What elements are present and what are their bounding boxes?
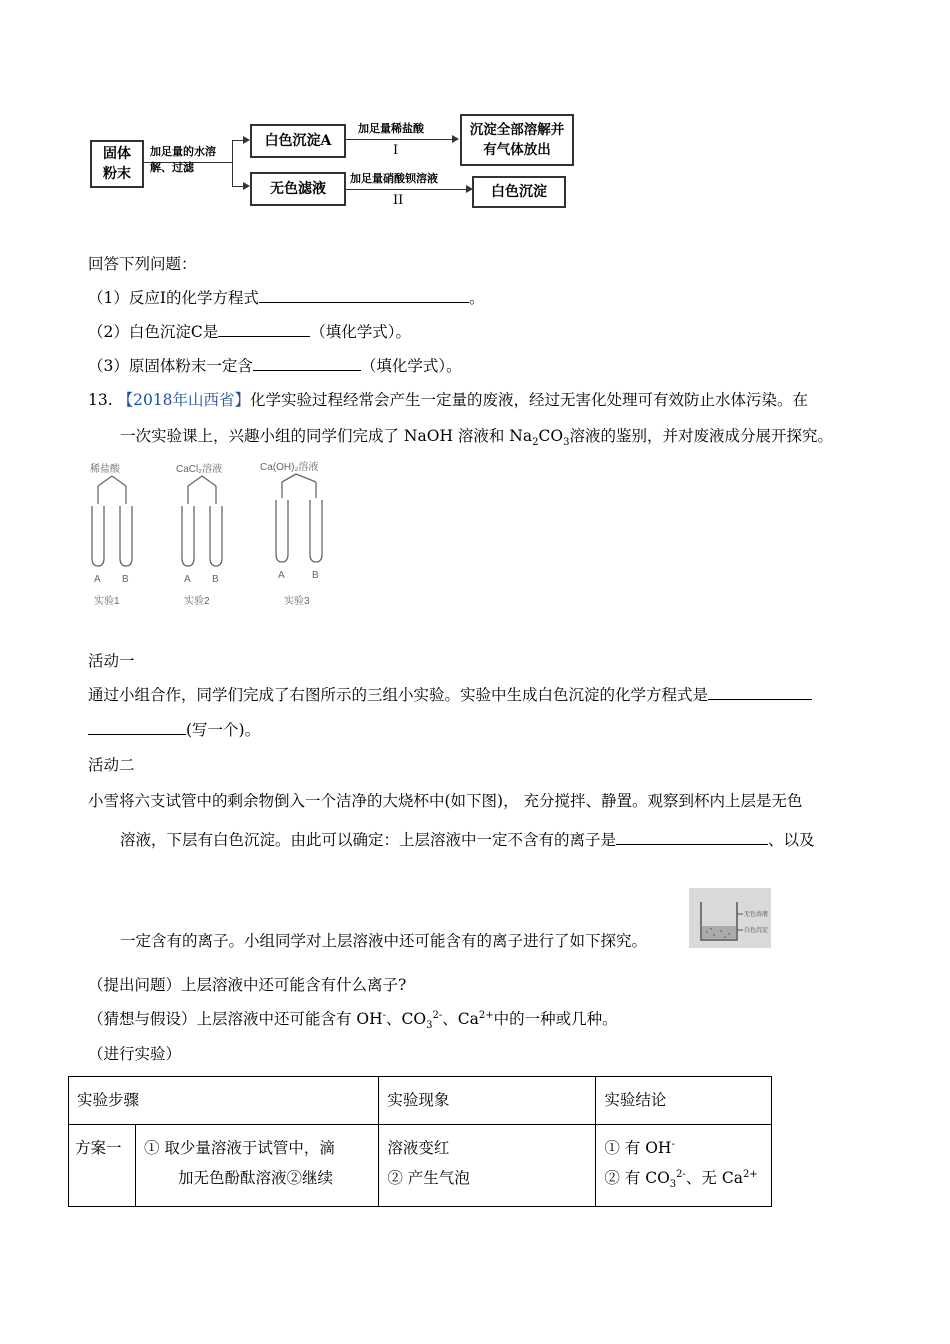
tube-label-a: A [184,574,191,585]
activity-1-line1 [88,683,812,706]
hypothesis-text-b: 、CO [386,1010,427,1028]
question-2-text: （2）白色沉淀C是 [88,323,219,341]
problem-source: 【2018年山西省】 [117,391,251,409]
tube-label-b: B [212,574,219,585]
flow-branch-vertical [232,140,233,186]
flow-line-II [344,189,468,190]
precipitate-a-box [250,124,346,158]
arrow-to-precipitate-a [243,136,250,144]
plan-cell: 方案一 [69,1125,136,1207]
tube-group-1 [92,474,322,566]
flowchart [88,112,578,212]
conclusion-2-text-a: ② 有 CO [604,1169,670,1187]
activity-2-line2 [120,828,815,851]
superscript-2plus: 2+ [742,1168,758,1180]
flow-line-I [344,139,454,140]
problem-number: 13. [88,391,113,409]
experiment-label-2: 实验2 [184,596,210,607]
result-II-label: 白色沉淀 [491,184,547,200]
roman-I: I [393,143,399,158]
table-header-row [69,1077,772,1125]
tube-label-a: A [94,574,101,585]
activity-1-title: 活动一 [88,652,135,670]
question-3-end: （填化学式）。 [360,357,462,375]
question-2 [88,320,411,343]
problem-13-line1 [88,389,808,411]
solid-powder-box [90,140,144,188]
question-3 [88,354,462,377]
subscript-3: 3 [563,437,570,449]
test-tube [276,500,288,562]
beaker-label-solution: 无色溶液 [744,911,769,918]
solid-powder-label: 固体粉末 [103,146,131,182]
reagent-label-3: Ca(OH)₂溶液 [260,462,319,473]
question-2-blank[interactable] [218,320,310,337]
phenomenon-2: ② 产生气泡 [387,1169,470,1187]
subscript-3: 3 [669,1179,677,1191]
beaker-icon [689,888,771,948]
superscript-2plus: 2+ [478,1009,494,1021]
tube-label-a: A [278,570,285,581]
subscript-3: 3 [426,1020,433,1032]
superscript-2minus: 2- [676,1168,686,1180]
problem-13-line2 [120,425,833,447]
step1-label: 加足量的水溶解、过滤 [150,145,216,174]
question-1-text: （1）反应I的化学方程式 [88,289,259,307]
hypothesis-text-d: 中的一种或几种。 [493,1010,618,1028]
arrow-I [452,135,459,143]
problem-13-text2c: 溶液的鉴别，并对废液成分展开探究。 [569,427,833,445]
activity-2-blank[interactable] [616,828,768,845]
test-tubes-figure [84,458,354,618]
question-2-end: （填化学式）。 [310,323,411,341]
tube-label-b: B [312,570,319,581]
tube-label-b: B [122,574,129,585]
activity-2-text2b: 、以及 [768,831,815,849]
activity-1-line2 [88,718,260,741]
phenomenon-cell [379,1125,596,1207]
superscript-2minus: 2- [432,1009,443,1021]
question-3-blank[interactable] [253,354,361,371]
activity-2-text2a: 溶液，下层有白色沉淀。由此可以确定：上层溶液中一定不含有的离子是 [120,831,617,849]
result-II-box [472,176,566,208]
conclusion-2-text-b: 、无 Ca [685,1169,743,1187]
problem-13-text2b: CO [538,427,564,445]
activity-1-blank[interactable] [708,683,812,700]
precipitate-a-label: 白色沉淀A [264,133,332,149]
reagent-II-label: 加足量硝酸钡溶液 [350,172,438,185]
activity-1-text: 通过小组合作，同学们完成了右图所示的三组小实验。实验中生成白色沉淀的化学方程式是 [88,686,709,704]
experiment-label-3: 实验3 [284,596,310,607]
reagent-label-1: 稀盐酸 [90,464,120,475]
step-line-1: ① 取少量溶液于试管中，滴 [144,1139,335,1157]
header-phenomenon: 实验现象 [379,1077,596,1125]
activity-2-line3: 一定含有的离子。小组同学对上层溶液中还可能含有的离子进行了如下探究。 [120,932,648,950]
inquiry-experiment: （进行实验） [88,1045,182,1063]
steps-cell [136,1125,379,1207]
question-1-blank[interactable] [259,286,469,303]
reagent-label-2: CaCl₂溶液 [176,464,223,475]
hypothesis-text-a: （猜想与假设）上层溶液中还可能含有 OH [88,1010,383,1028]
experiment-label-1: 实验1 [94,596,120,607]
roman-II: II [393,193,404,208]
result-I-box [460,114,574,166]
conclusion-2 [604,1163,763,1193]
superscript-minus: - [671,1138,675,1150]
header-steps: 实验步骤 [69,1077,379,1125]
test-tube [120,506,132,566]
question-1 [88,286,485,309]
arrow-to-filtrate [243,182,250,190]
experiment-table [68,1076,772,1207]
test-tube [310,500,322,562]
conclusion-1-text: ① 有 OH [604,1139,672,1157]
problem-13-text1: 化学实验过程经常会产生一定量的废液，经过无害化处理可有效防止水体污染。在 [250,391,809,409]
reagent-I-label: 加足量稀盐酸 [358,122,424,135]
conclusion-1 [604,1133,763,1163]
test-tube [210,506,222,566]
test-tube [182,506,194,566]
activity-2-title: 活动二 [88,756,135,774]
inquiry-question: （提出问题）上层溶液中还可能含有什么离子? [88,976,407,994]
superscript-minus: - [382,1009,387,1021]
table-row [69,1125,772,1207]
answer-prompt: 回答下列问题： [88,255,197,273]
hypothesis-text-c: 、Ca [442,1010,479,1028]
beaker-label-precipitate: 白色沉淀 [744,927,769,934]
inquiry-hypothesis [88,1008,618,1030]
header-conclusion: 实验结论 [596,1077,772,1125]
beaker-image [689,888,771,948]
filtrate-label: 无色滤液 [270,181,326,197]
step-line-2: 加无色酚酞溶液②继续 [178,1169,334,1187]
activity-1-text-end: (写一个)。 [186,721,261,739]
subscript-2: 2 [532,437,539,449]
test-tube [92,506,104,566]
filtrate-box [250,172,346,206]
phenomenon-1: 溶液变红 [387,1139,450,1157]
question-1-end: 。 [469,289,485,307]
activity-1-blank-cont[interactable] [88,718,186,735]
question-3-text: （3）原固体粉末一定含 [88,357,253,375]
conclusion-cell [596,1125,772,1207]
activity-2-line1: 小雪将六支试管中的剩余物倒入一个洁净的大烧杯中(如下图)， 充分搅拌、静置。观察到杯内上层是无色 [88,792,803,810]
result-I-label: 沉淀全部溶解并有气体放出 [469,122,565,158]
problem-13-text2a: 一次实验课上，兴趣小组的同学们完成了 NaOH 溶液和 Na [120,427,533,445]
